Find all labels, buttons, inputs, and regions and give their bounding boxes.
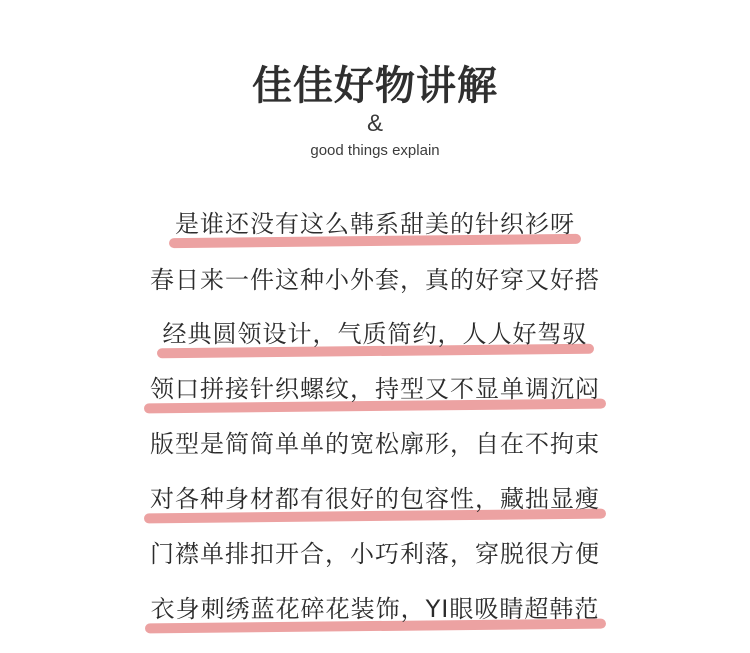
description-line (0, 593, 750, 633)
page-subtitle: good things explain (310, 142, 440, 159)
description-line (0, 538, 750, 578)
description-line-text: 衣身刺绣蓝花碎花装饰，YI眼吸睛超韩范 (150, 595, 600, 623)
description-line-text: 经典圆领设计，气质简约，人人好驾驭 (162, 320, 588, 348)
description-line-text: 是谁还没有这么韩系甜美的针织衫呀 (175, 210, 575, 238)
ampersand: & (366, 110, 383, 137)
description-line-text: 版型是简简单单的宽松廓形，自在不拘束 (150, 430, 600, 458)
description-line (0, 318, 750, 358)
description-line (0, 483, 750, 523)
description-line-text: 春日来一件这种小外套，真的好穿又好搭 (150, 266, 600, 294)
description-line (0, 264, 750, 304)
description-line-text: 门襟单排扣开合，小巧利落，穿脱很方便 (150, 540, 600, 568)
page-title: 佳佳好物讲解 (252, 63, 498, 109)
description-line (0, 428, 750, 468)
description-line-text: 领口拼接针织螺纹，持型又不显单调沉闷 (150, 375, 600, 403)
description-line-text: 对各种身材都有很好的包容性，藏拙显瘦 (150, 485, 600, 513)
description-line (0, 373, 750, 413)
description-line (0, 208, 750, 248)
